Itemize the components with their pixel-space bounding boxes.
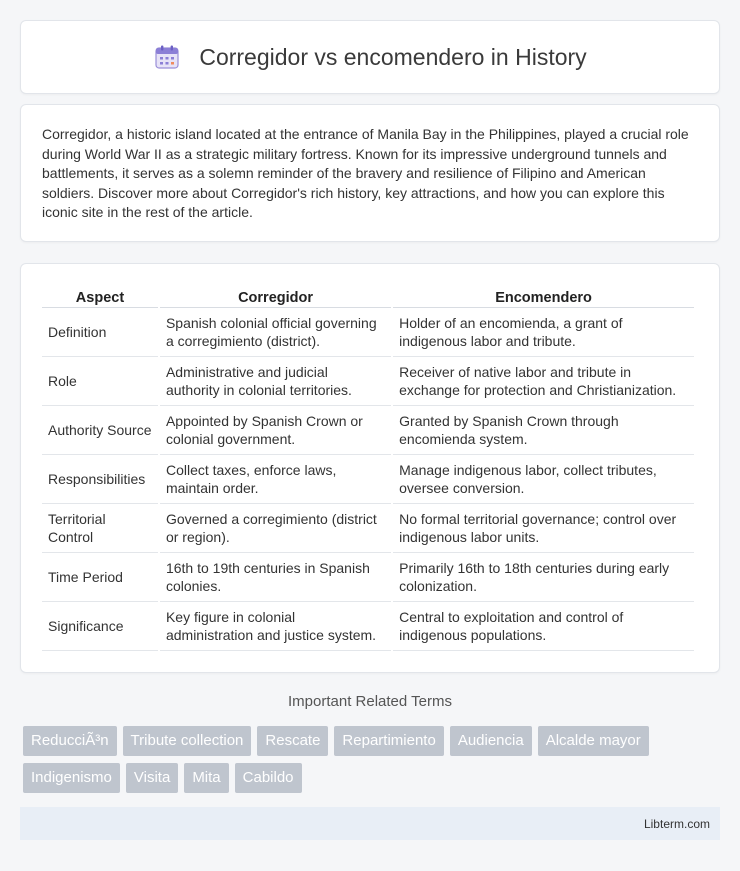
footer-site-link[interactable]: Libterm.com: [643, 816, 710, 831]
tag-row: [23, 726, 723, 756]
tag-indigenismo[interactable]: Indigenismo: [23, 763, 120, 793]
table-row: [42, 553, 694, 602]
table-cell: Collect taxes, enforce laws, maintain order.: [160, 455, 391, 504]
table-cell: Appointed by Spanish Crown or colonial government.: [160, 406, 391, 455]
tag-repartimiento[interactable]: Repartimiento: [334, 726, 443, 756]
calendar-icon: [153, 43, 181, 71]
intro-paragraph: Corregidor, a historic island located at the entrance of Manila Bay in the Philippines, played a crucial role during World War II as a strategic military fortress. Known for its impressive underground tunnels and battlements, it serves as a solemn reminder of the bravery and resilience of Filipino and American soldiers. Discover more about Corregidor's rich history, key attractions, and how you can explore this iconic site in the rest of the article.: [42, 126, 689, 220]
table-row: [42, 455, 694, 504]
table-row: [42, 308, 694, 357]
table-cell: Central to exploitation and control of indigenous populations.: [393, 602, 694, 651]
table-cell: Holder of an encomienda, a grant of indigenous labor and tribute.: [393, 308, 694, 357]
page-title: Corregidor vs encomendero in History: [199, 43, 587, 70]
header-aspect: Aspect: [42, 284, 158, 308]
tag-reduccion[interactable]: ReducciÃ³n: [23, 726, 117, 756]
table-cell: Administrative and judicial authority in colonial territories.: [160, 357, 391, 406]
table-cell: Primarily 16th to 18th centuries during early colonization.: [393, 553, 694, 602]
table-cell: Significance: [42, 602, 158, 651]
tag-visita[interactable]: Visita: [126, 763, 178, 793]
related-terms-tags: [23, 726, 723, 800]
table-cell: Definition: [42, 308, 158, 357]
table-cell: Receiver of native labor and tribute in exchange for protection and Christianization.: [393, 357, 694, 406]
table-cell: Time Period: [42, 553, 158, 602]
table-cell: Responsibilities: [42, 455, 158, 504]
intro-card: [20, 104, 720, 242]
tag-row: [23, 763, 723, 793]
table-cell: Granted by Spanish Crown through encomienda system.: [393, 406, 694, 455]
table-cell: 16th to 19th centuries in Spanish colonies.: [160, 553, 391, 602]
comparison-table: [40, 284, 696, 651]
footer: [20, 807, 720, 840]
tag-audiencia[interactable]: Audiencia: [450, 726, 532, 756]
tag-tribute-collection[interactable]: Tribute collection: [123, 726, 252, 756]
table-row: [42, 504, 694, 553]
title-wrap: [153, 43, 586, 71]
table-cell: Governed a corregimiento (district or region).: [160, 504, 391, 553]
comparison-table-card: [20, 263, 720, 673]
table-header-row: [42, 284, 694, 308]
tag-cabildo[interactable]: Cabildo: [235, 763, 302, 793]
tag-mita[interactable]: Mita: [184, 763, 228, 793]
table-cell: Territorial Control: [42, 504, 158, 553]
header-encomendero: Encomendero: [393, 284, 694, 308]
header-card: [20, 20, 720, 94]
header-corregidor: Corregidor: [160, 284, 391, 308]
tag-alcalde-mayor[interactable]: Alcalde mayor: [538, 726, 649, 756]
tag-rescate[interactable]: Rescate: [257, 726, 328, 756]
related-terms-title: Important Related Terms: [288, 693, 452, 710]
table-row: [42, 602, 694, 651]
table-cell: Manage indigenous labor, collect tributes, oversee conversion.: [393, 455, 694, 504]
table-cell: Authority Source: [42, 406, 158, 455]
table-row: [42, 357, 694, 406]
table-cell: Spanish colonial official governing a corregimiento (district).: [160, 308, 391, 357]
table-row: [42, 406, 694, 455]
table-cell: Key figure in colonial administration and justice system.: [160, 602, 391, 651]
table-cell: No formal territorial governance; control over indigenous labor units.: [393, 504, 694, 553]
table-cell: Role: [42, 357, 158, 406]
